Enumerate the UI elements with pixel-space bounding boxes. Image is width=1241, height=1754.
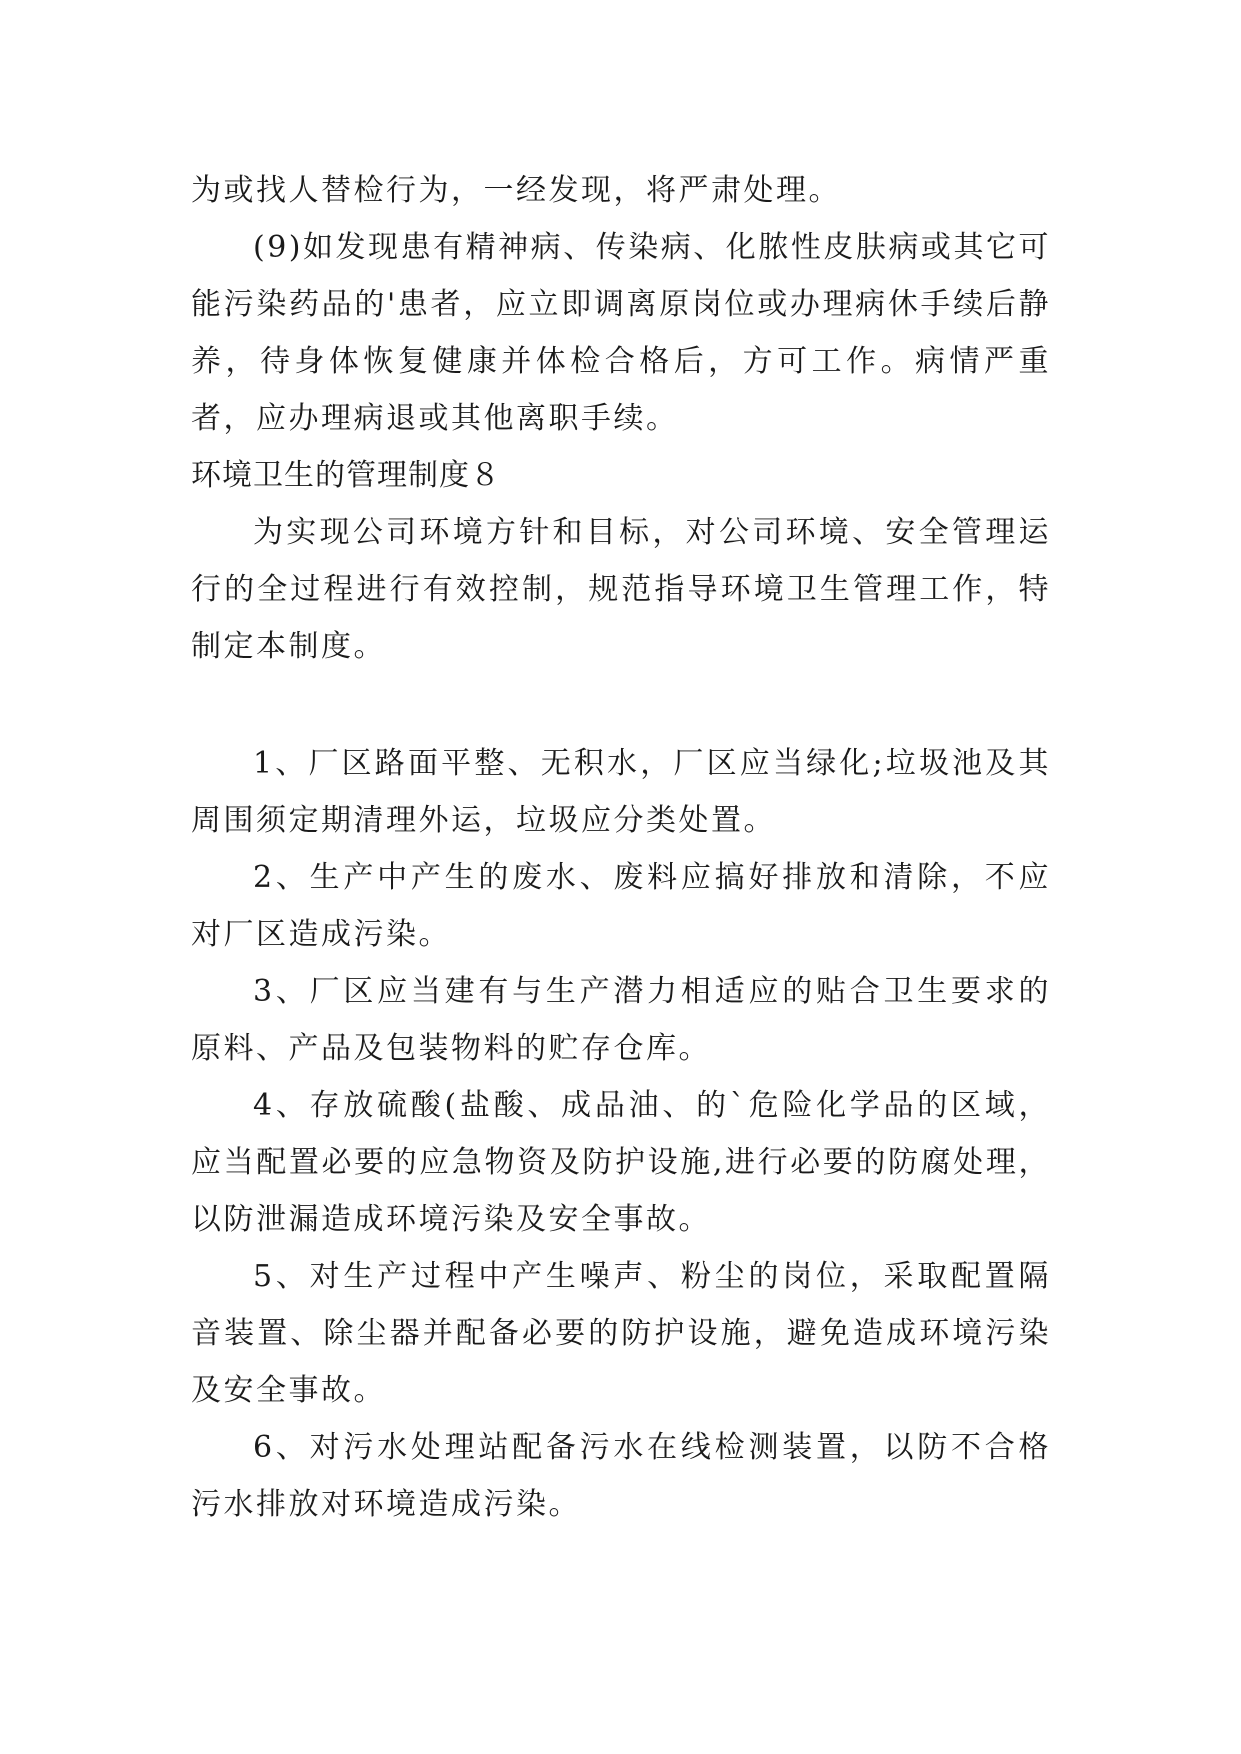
list-item: 4、存放硫酸(盐酸、成品油、的`危险化学品的区域，应当配置必要的应急物资及防护设施,进行必要的防腐处理，以防泄漏造成环境污染及安全事故。 [191, 1088, 1051, 1237]
document-body [191, 162, 1051, 1533]
list-item: 3、厂区应当建有与生产潜力相适应的贴合卫生要求的原料、产品及包装物料的贮存仓库。 [191, 974, 1051, 1066]
list-item: 6、对污水处理站配备污水在线检测装置，以防不合格污水排放对环境造成污染。 [191, 1430, 1051, 1522]
list-item: 5、对生产过程中产生噪声、粉尘的岗位，采取配置隔音装置、除尘器并配备必要的防护设施，避免造成环境污染及安全事故。 [191, 1259, 1051, 1408]
section-intro: 为实现公司环境方针和目标，对公司环境、安全管理运行的全过程进行有效控制，规范指导环境卫生管理工作，特制定本制度。 [191, 515, 1051, 664]
list-item: 2、生产中产生的废水、废料应搞好排放和清除，不应对厂区造成污染。 [191, 860, 1051, 952]
section-heading: 环境卫生的管理制度８ [191, 458, 501, 493]
paragraph-continuation: 为或找人替检行为，一经发现，将严肃处理。 [191, 173, 841, 208]
paragraph-item-9: (9)如发现患有精神病、传染病、化脓性皮肤病或其它可能污染药品的'患者，应立即调离原岗位或办理病休手续后静养，待身体恢复健康并体检合格后，方可工作。病情严重者，应办理病退或其他离职手续。 [191, 230, 1051, 436]
blank-spacer [191, 675, 1051, 735]
list-item: 1、厂区路面平整、无积水，厂区应当绿化;垃圾池及其周围须定期清理外运，垃圾应分类处置。 [191, 746, 1051, 838]
